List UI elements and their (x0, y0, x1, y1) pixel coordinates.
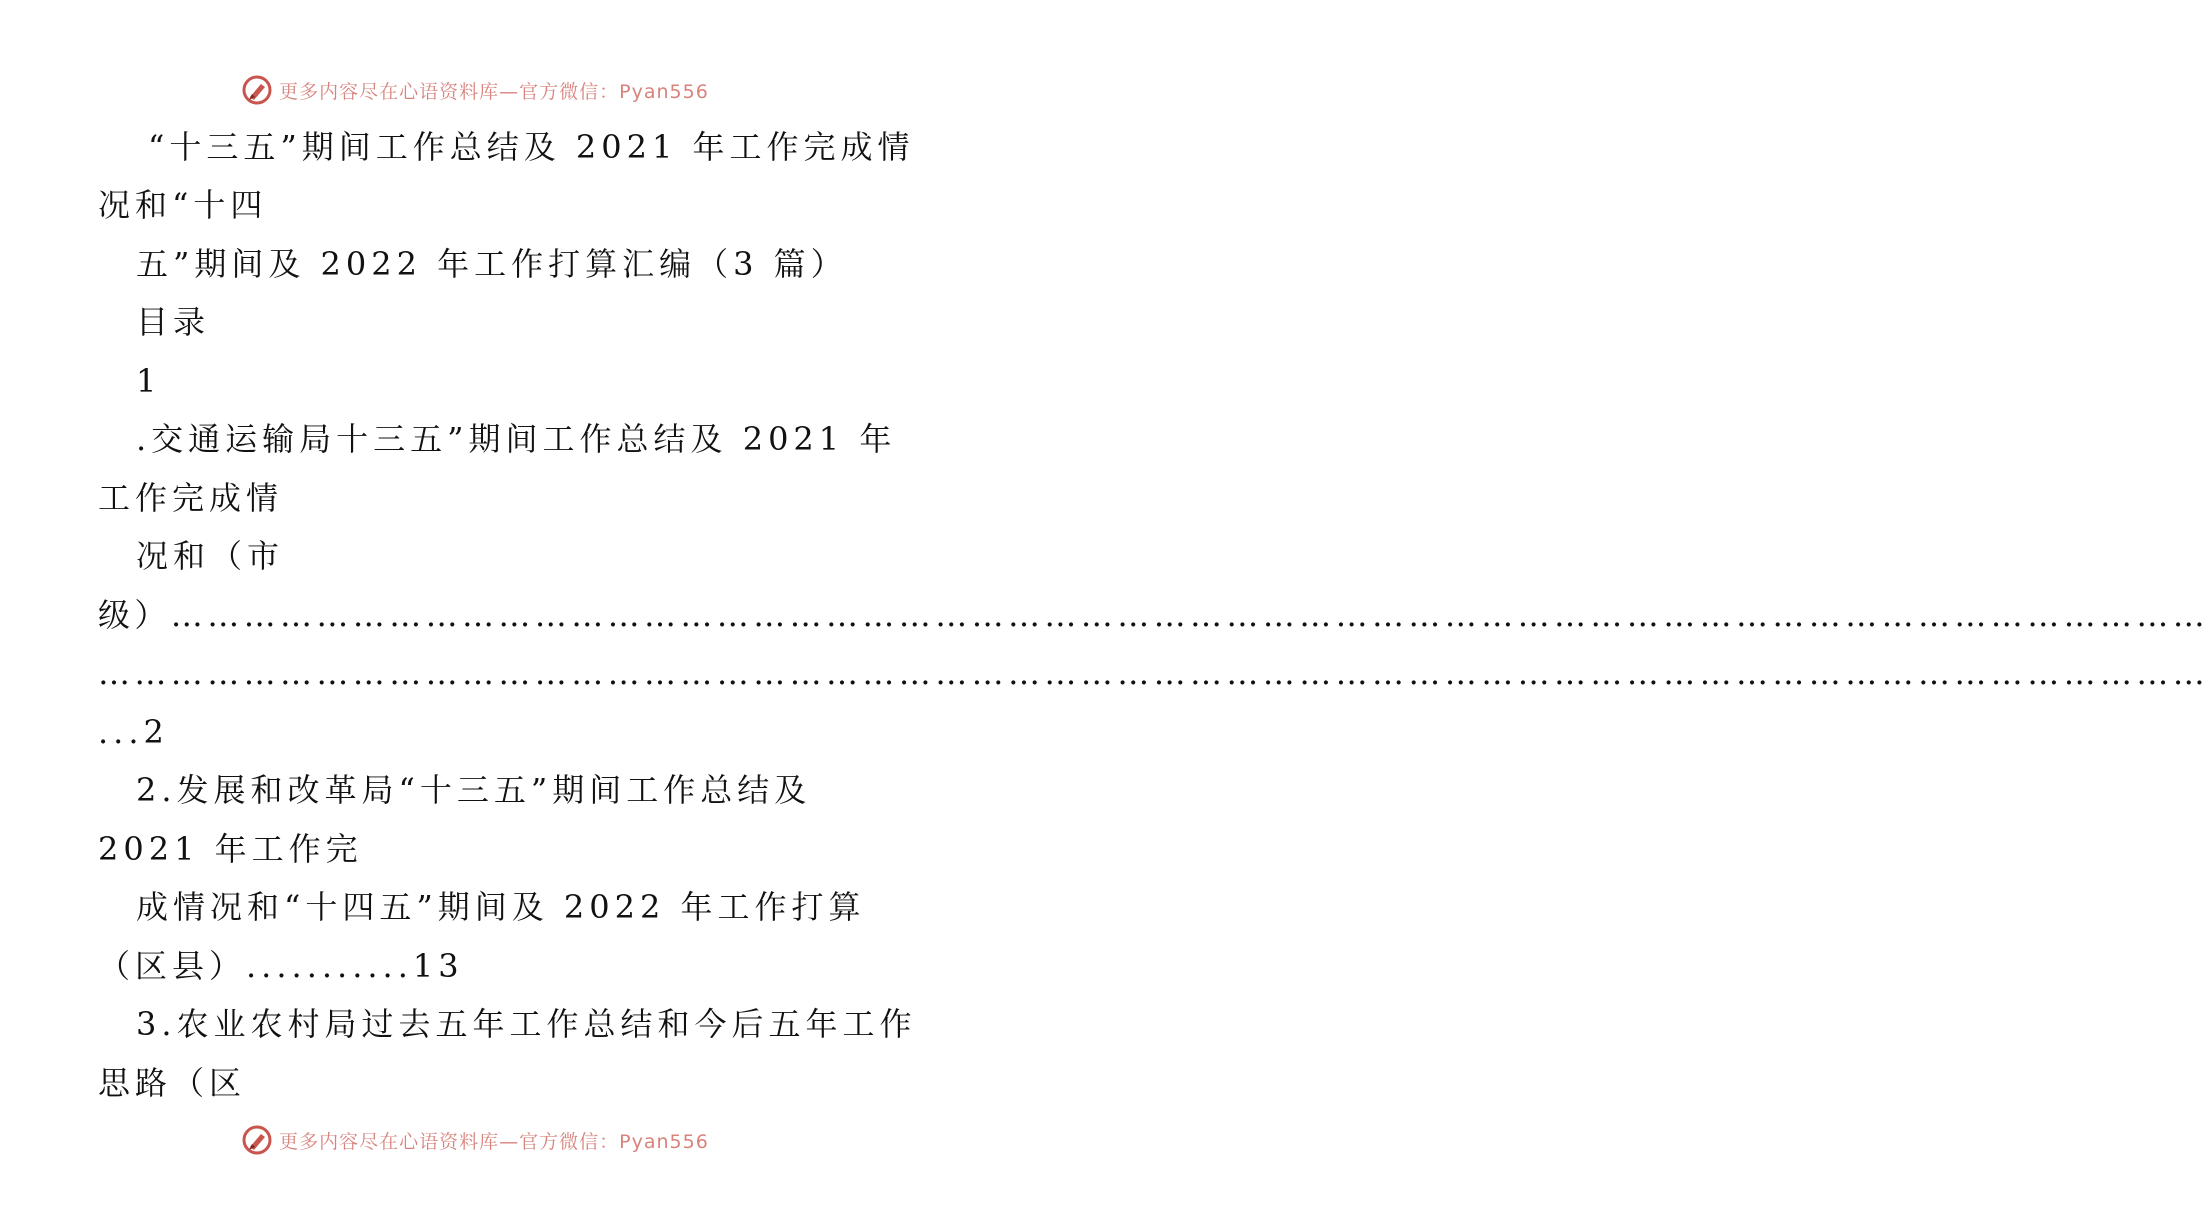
toc-item-3-line-2: 思路（区 (98, 1064, 247, 1102)
toc-item-1-page: ...2 (98, 713, 169, 751)
footer-watermark (0, 1120, 950, 1160)
doc-title-line-2: 况和“十四 (98, 186, 268, 224)
toc-heading: 目录 (136, 303, 211, 341)
toc-item-2-line-3: 成情况和“十四五”期间及 2022 年工作打算 (136, 888, 866, 926)
watermark-text: 更多内容尽在心语资料库—官方微信：Pyan556 (279, 80, 709, 103)
toc-item-1-line-2: 工作完成情 (98, 479, 284, 517)
toc-item-3-line-1: 3.农业农村局过去五年工作总结和今后五年工作 (136, 1005, 917, 1043)
toc-item-2-line-2: 2021 年工作完 (98, 830, 363, 868)
toc-item-1-leader-1: 级）…………………………………………………………………………………………………………………………………………………… (98, 596, 2209, 634)
header-watermark (0, 70, 950, 110)
toc-item-2-page: （区县）...........13 (98, 947, 464, 985)
watermark-text: 更多内容尽在心语资料库—官方微信：Pyan556 (279, 1130, 709, 1153)
toc-item-2-line-1: 2.发展和改革局“十三五”期间工作总结及 (136, 771, 812, 809)
pen-logo-icon (241, 74, 273, 106)
doc-title-line-3: 五”期间及 2022 年工作打算汇编（3 篇） (136, 245, 848, 283)
toc-item-1-leader-2: ………………………………………………………………………………………………………………………………………………………… (98, 654, 2209, 692)
toc-item-1-line-1: .交通运输局十三五”期间工作总结及 2021 年 (136, 420, 897, 458)
toc-item-1-number: 1 (136, 362, 162, 400)
toc-item-1-line-3: 况和（市 (136, 537, 285, 575)
doc-title-line-1: “十三五”期间工作总结及 2021 年工作完成情 (148, 128, 915, 166)
pen-logo-icon (241, 1124, 273, 1156)
